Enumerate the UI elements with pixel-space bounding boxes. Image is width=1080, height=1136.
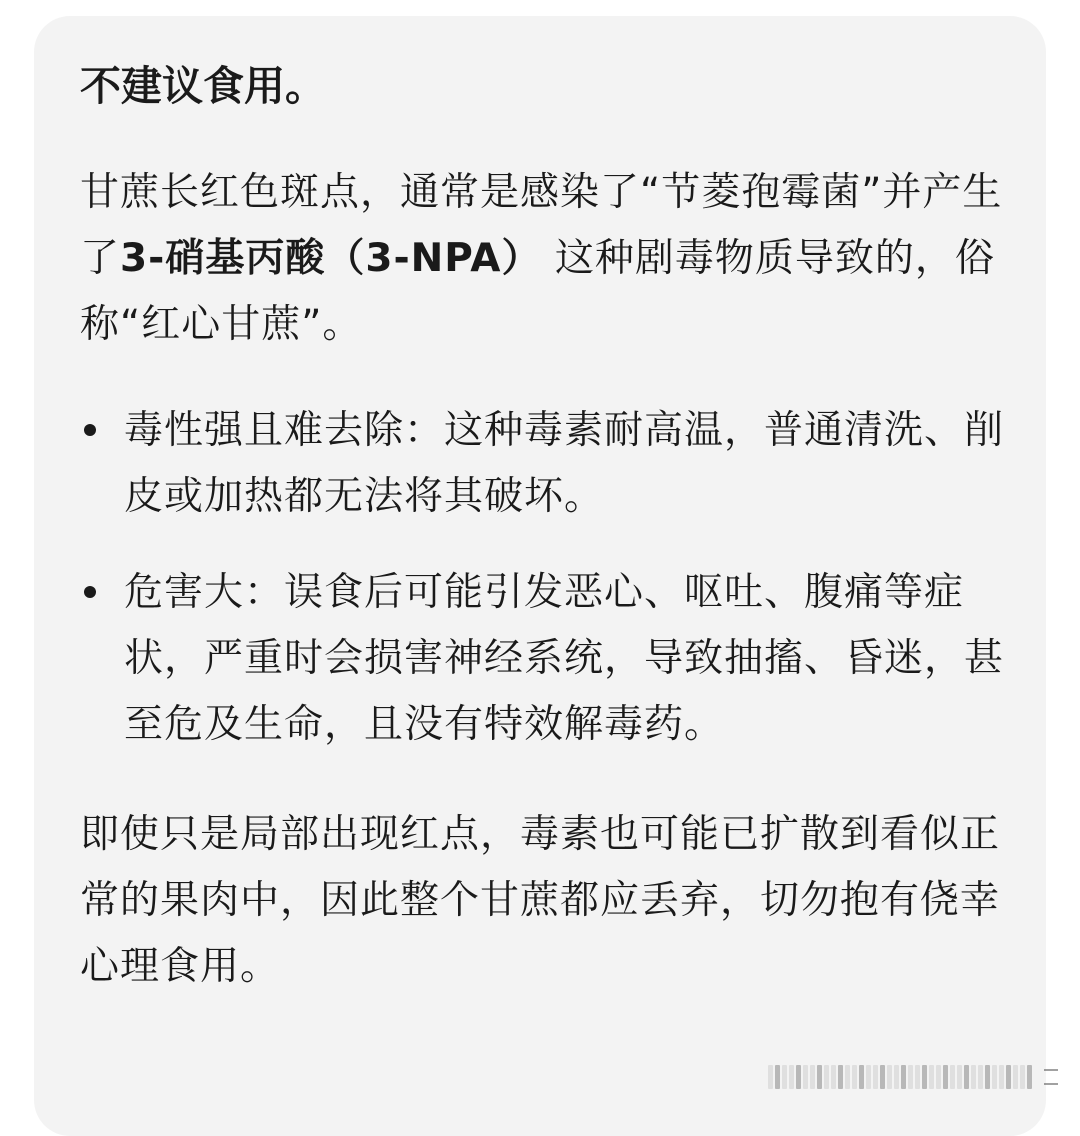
conclusion-paragraph: 即使只是局部出现红点，毒素也可能已扩散到看似正常的果肉中，因此整个甘蔗都应丢弃，切勿抱有侥幸心理食用。 xyxy=(80,802,1006,1000)
menu-lines-icon xyxy=(1044,1069,1058,1085)
intro-text-part1: 甘蔗长红色斑点，通常是感染了“节菱孢霉菌”并产生了 xyxy=(80,170,1002,281)
bullet-text: 危害大：误食后可能引发恶心、呕吐、腹痛等症状，严重时会损害神经系统，导致抽搐、昏迷，甚至危及生命，且没有特效解毒药。 xyxy=(124,570,1004,747)
intro-bold-text: 3-硝基丙酸（3-NPA） xyxy=(120,236,541,281)
answer-heading: 不建议食用。 xyxy=(80,60,1006,112)
bullet-text: 毒性强且难去除：这种毒素耐高温，普通清洗、削皮或加热都无法将其破坏。 xyxy=(124,408,1004,519)
bullet-dot-icon xyxy=(84,424,96,436)
answer-card xyxy=(34,16,1046,1136)
intro-text-part2: 这种剧毒物质导致的，俗称“红心甘蔗”。 xyxy=(80,236,995,347)
bullet-list xyxy=(80,398,1006,758)
barcode-watermark-icon xyxy=(768,1065,1058,1089)
bullet-item xyxy=(80,560,1006,758)
intro-paragraph xyxy=(80,160,1006,358)
bullet-dot-icon xyxy=(84,586,96,598)
bullet-item xyxy=(80,398,1006,530)
